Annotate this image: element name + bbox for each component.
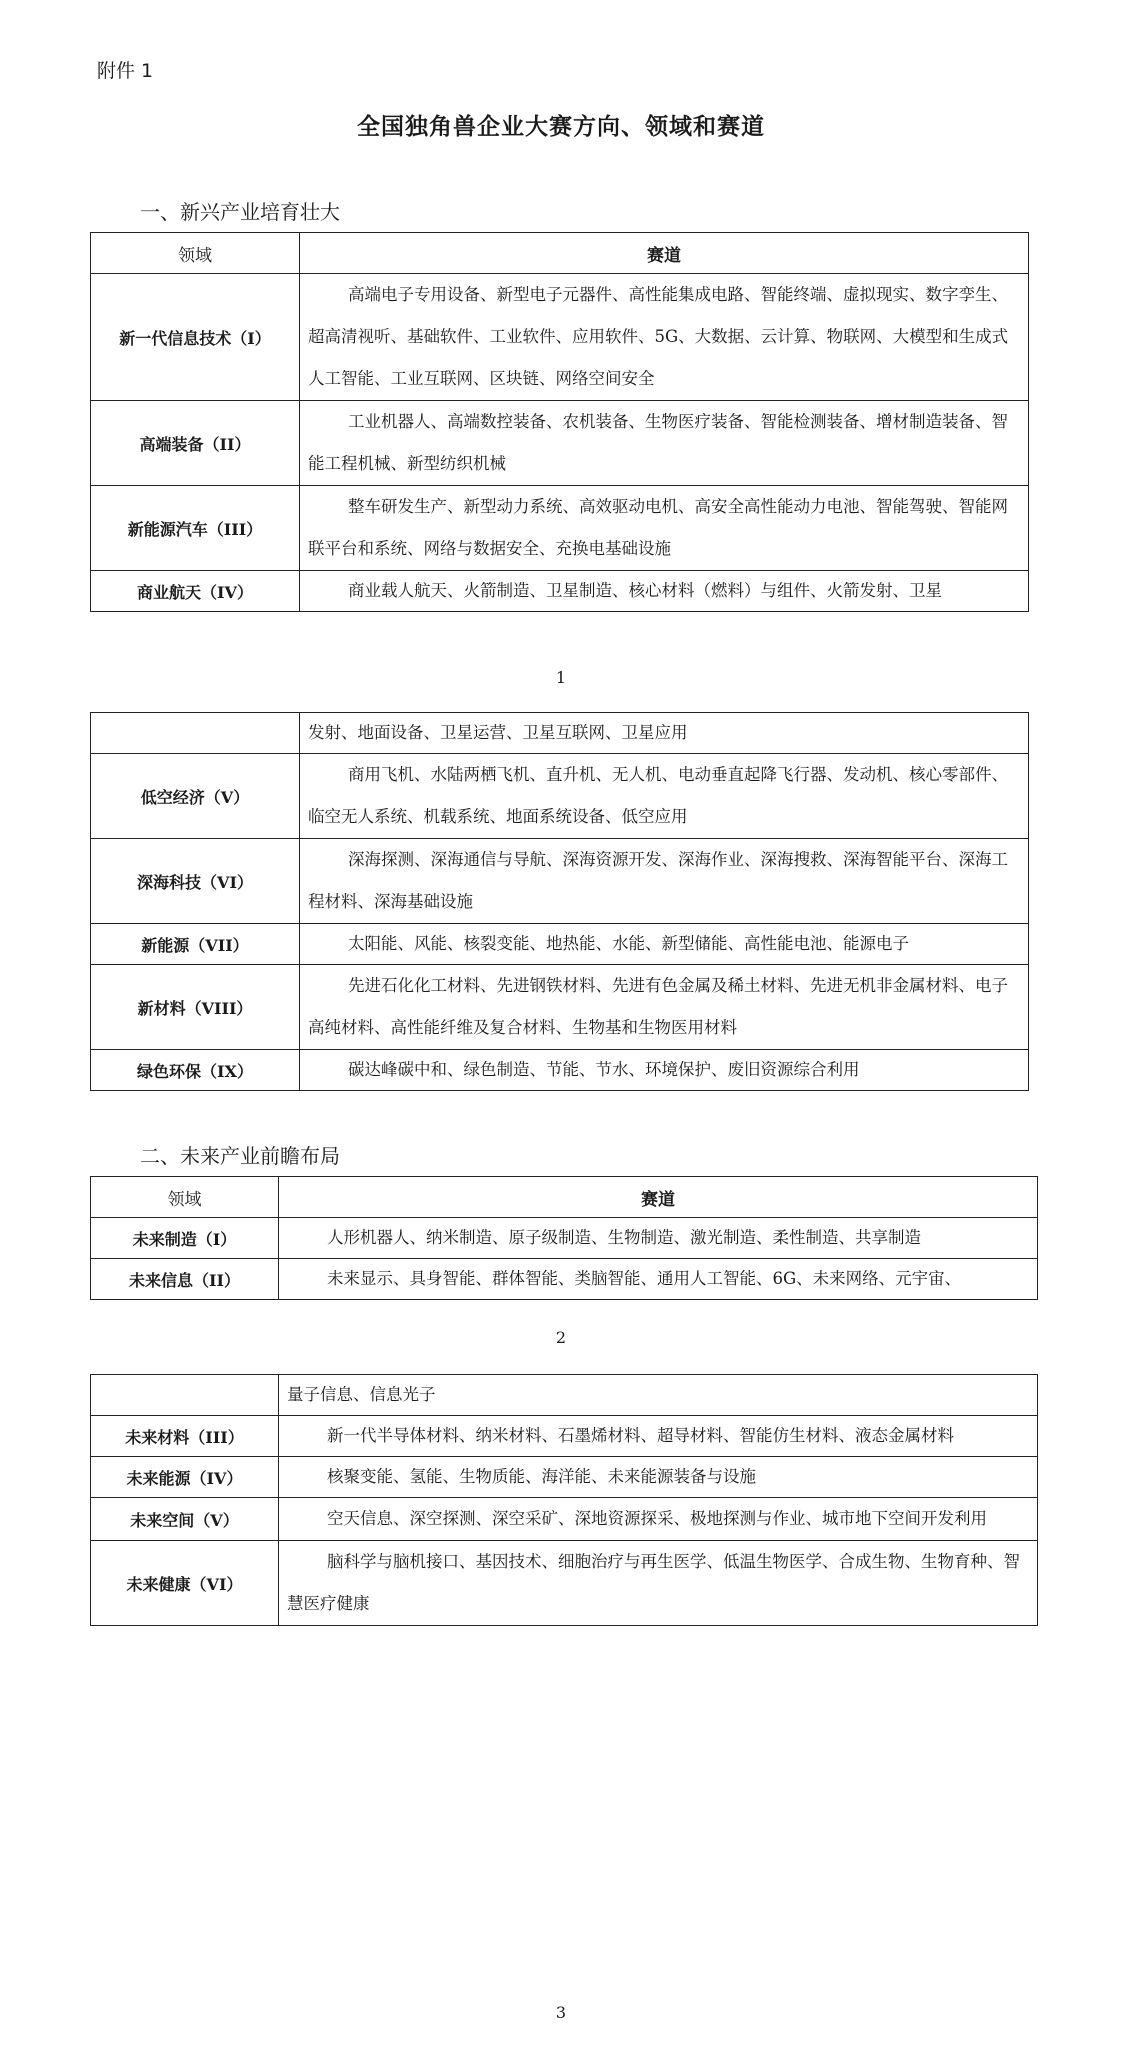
page-number: 3 bbox=[555, 2003, 567, 2022]
domain-cell: 商业航天（IV） bbox=[91, 571, 300, 612]
domain-cell: 未来制造（I） bbox=[91, 1218, 279, 1259]
track-cell: 未来显示、具身智能、群体智能、类脑智能、通用人工智能、6G、未来网络、元宇宙、 bbox=[279, 1259, 1038, 1300]
section1-table-continued bbox=[90, 712, 1029, 1091]
track-cell: 深海探测、深海通信与导航、深海资源开发、深海作业、深海搜救、深海智能平台、深海工程材料、深海基础设施 bbox=[300, 839, 1029, 924]
table-row bbox=[91, 571, 1029, 612]
track-cell: 商业载人航天、火箭制造、卫星制造、核心材料（燃料）与组件、火箭发射、卫星 bbox=[300, 571, 1029, 612]
col-track-header: 赛道 bbox=[300, 233, 1029, 274]
domain-cell: 未来能源（IV） bbox=[91, 1457, 279, 1498]
col-track-header: 赛道 bbox=[279, 1177, 1038, 1218]
domain-cell: 新材料（VIII） bbox=[91, 965, 300, 1050]
domain-cell: 新一代信息技术（I） bbox=[91, 274, 300, 401]
track-cell: 人形机器人、纳米制造、原子级制造、生物制造、激光制造、柔性制造、共享制造 bbox=[279, 1218, 1038, 1259]
track-cell: 新一代半导体材料、纳米材料、石墨烯材料、超导材料、智能仿生材料、液态金属材料 bbox=[279, 1416, 1038, 1457]
table-row bbox=[91, 965, 1029, 1050]
table-row bbox=[91, 1457, 1038, 1498]
table-row bbox=[91, 486, 1029, 571]
page-number: 1 bbox=[555, 668, 567, 687]
domain-cell: 深海科技（VI） bbox=[91, 839, 300, 924]
table-row bbox=[91, 1416, 1038, 1457]
track-cell: 核聚变能、氢能、生物质能、海洋能、未来能源装备与设施 bbox=[279, 1457, 1038, 1498]
domain-cell bbox=[91, 713, 300, 754]
section1-heading: 一、新兴产业培育壮大 bbox=[140, 200, 340, 224]
domain-cell: 新能源汽车（III） bbox=[91, 486, 300, 571]
table-row bbox=[91, 401, 1029, 486]
section2-heading: 二、未来产业前瞻布局 bbox=[140, 1144, 340, 1168]
domain-cell: 绿色环保（IX） bbox=[91, 1050, 300, 1091]
table-row bbox=[91, 1541, 1038, 1626]
table-row bbox=[91, 924, 1029, 965]
table-row bbox=[91, 1498, 1038, 1541]
table-header-row bbox=[91, 233, 1029, 274]
track-cell: 量子信息、信息光子 bbox=[279, 1375, 1038, 1416]
track-cell: 脑科学与脑机接口、基因技术、细胞治疗与再生医学、低温生物医学、合成生物、生物育种、智慧医疗健康 bbox=[279, 1541, 1038, 1626]
table-row bbox=[91, 839, 1029, 924]
domain-cell: 新能源（VII） bbox=[91, 924, 300, 965]
track-cell: 商用飞机、水陆两栖飞机、直升机、无人机、电动垂直起降飞行器、发动机、核心零部件、临空无人系统、机载系统、地面系统设备、低空应用 bbox=[300, 754, 1029, 839]
table-row bbox=[91, 713, 1029, 754]
domain-cell: 未来信息（II） bbox=[91, 1259, 279, 1300]
section2-table bbox=[90, 1176, 1038, 1300]
table-header-row bbox=[91, 1177, 1038, 1218]
col-domain-header: 领域 bbox=[91, 233, 300, 274]
attachment-label: 附件 1 bbox=[97, 60, 154, 82]
table-row bbox=[91, 274, 1029, 401]
track-cell: 发射、地面设备、卫星运营、卫星互联网、卫星应用 bbox=[300, 713, 1029, 754]
track-cell: 碳达峰碳中和、绿色制造、节能、节水、环境保护、废旧资源综合利用 bbox=[300, 1050, 1029, 1091]
col-domain-header: 领域 bbox=[91, 1177, 279, 1218]
page-number: 2 bbox=[555, 1328, 567, 1347]
table-row bbox=[91, 1218, 1038, 1259]
domain-cell: 低空经济（V） bbox=[91, 754, 300, 839]
track-cell: 整车研发生产、新型动力系统、高效驱动电机、高安全高性能动力电池、智能驾驶、智能网联平台和系统、网络与数据安全、充换电基础设施 bbox=[300, 486, 1029, 571]
document-title: 全国独角兽企业大赛方向、领域和赛道 bbox=[357, 113, 765, 140]
table-row bbox=[91, 1050, 1029, 1091]
domain-cell: 未来健康（VI） bbox=[91, 1541, 279, 1626]
domain-cell bbox=[91, 1375, 279, 1416]
section2-table-continued bbox=[90, 1374, 1038, 1626]
track-cell: 工业机器人、高端数控装备、农机装备、生物医疗装备、智能检测装备、增材制造装备、智能工程机械、新型纺织机械 bbox=[300, 401, 1029, 486]
table-row bbox=[91, 754, 1029, 839]
track-cell: 空天信息、深空探测、深空采矿、深地资源探采、极地探测与作业、城市地下空间开发利用 bbox=[279, 1498, 1038, 1541]
track-cell: 太阳能、风能、核裂变能、地热能、水能、新型储能、高性能电池、能源电子 bbox=[300, 924, 1029, 965]
track-cell: 高端电子专用设备、新型电子元器件、高性能集成电路、智能终端、虚拟现实、数字孪生、超高清视听、基础软件、工业软件、应用软件、5G、大数据、云计算、物联网、大模型和生成式人工智能、工业互联网、区块链、网络空间安全 bbox=[300, 274, 1029, 401]
domain-cell: 未来材料（III） bbox=[91, 1416, 279, 1457]
track-cell: 先进石化化工材料、先进钢铁材料、先进有色金属及稀土材料、先进无机非金属材料、电子高纯材料、高性能纤维及复合材料、生物基和生物医用材料 bbox=[300, 965, 1029, 1050]
table-row bbox=[91, 1259, 1038, 1300]
domain-cell: 高端装备（II） bbox=[91, 401, 300, 486]
table-row bbox=[91, 1375, 1038, 1416]
section1-table bbox=[90, 232, 1029, 612]
domain-cell: 未来空间（V） bbox=[91, 1498, 279, 1541]
